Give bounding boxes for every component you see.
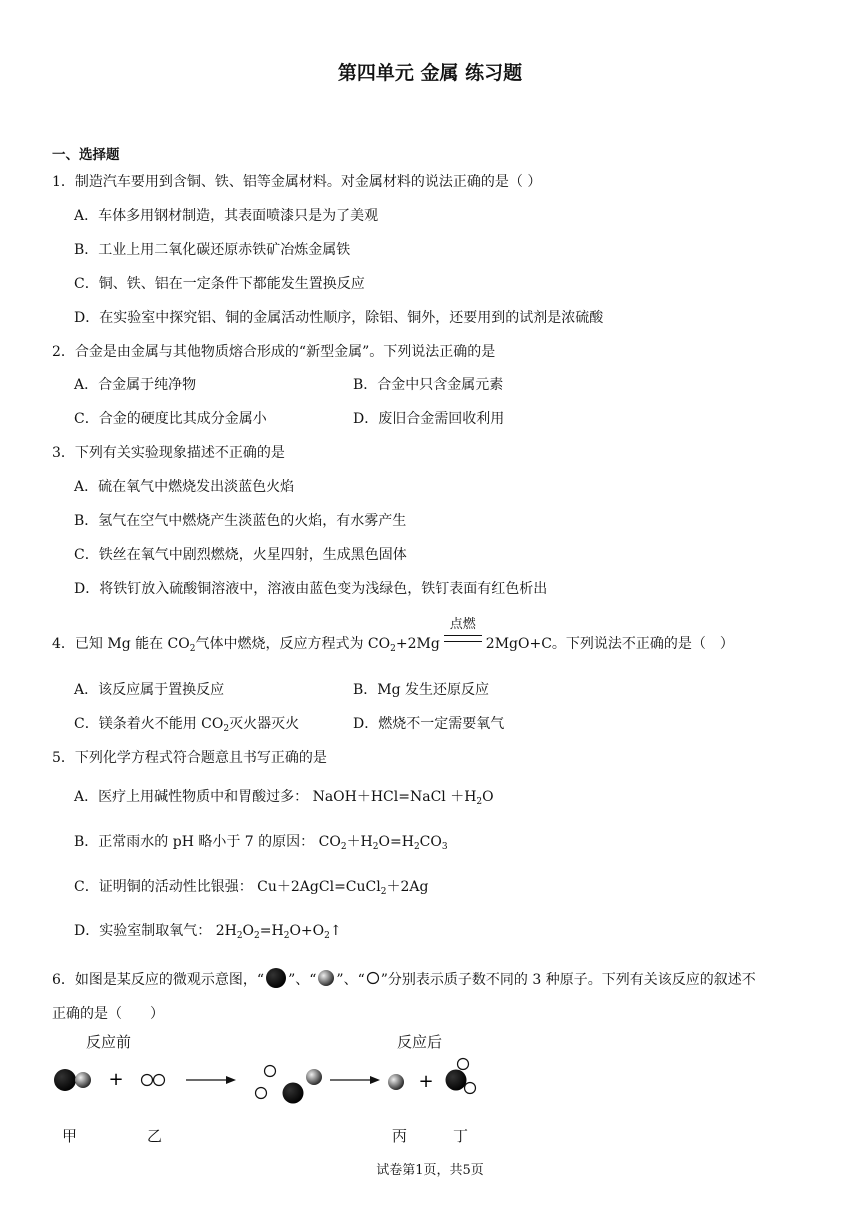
molecule-jia	[54, 1069, 91, 1091]
question-4-stem: 4．已知 Mg 能在 $CO_2$气体中燃烧，反应方程式为 $CO_2+2Mg$ 点燃 2MgO+C。下列说法不正确的是（ ）	[52, 617, 734, 654]
gray-atom-icon	[316, 969, 336, 987]
molecule-bing	[388, 1074, 404, 1090]
label-after-reaction: 反应后	[397, 1033, 443, 1051]
question-5-option-a: A．医疗上用碱性物质中和胃酸过多： NaOH＋HCl=NaCl $+H_2O$	[74, 789, 494, 807]
reaction-arrow	[186, 1076, 236, 1084]
label-yi: 乙	[147, 1127, 163, 1145]
page-title: 第四单元 金属 练习题	[337, 62, 523, 84]
question-6-stem: 6．如图是某反应的微观示意图，“ ”、“ ”、“ ”分别表示质子数不同的 3 种原子。下列有关该反应的叙述不	[52, 967, 756, 989]
label-ding: 丁	[453, 1127, 469, 1145]
question-2-option-c: C．合金的硬度比其成分金属小	[74, 411, 267, 427]
section-heading: 一、选择题	[52, 147, 120, 163]
question-2-option-a: A．合金属于纯净物	[74, 377, 197, 393]
question-5-option-b: B．正常雨水的 pH 略小于 7 的原因： $CO_2+H_2O=H_2CO_3$	[74, 834, 448, 852]
question-3-option-a: A．硫在氧气中燃烧发出淡蓝色火焰	[74, 479, 295, 495]
question-3-option-b: B．氢气在空气中燃烧产生淡蓝色的火焰，有水雾产生	[74, 513, 407, 529]
label-bing: 丙	[392, 1127, 408, 1145]
question-2-stem: 2．合金是由金属与其他物质熔合形成的“新型金属”。下列说法正确的是	[52, 344, 496, 360]
reaction-arrow	[330, 1076, 380, 1084]
white-atom-icon	[365, 971, 381, 985]
question-4-option-b: B．Mg 发生还原反应	[353, 682, 490, 698]
intermediate-particles	[256, 1066, 323, 1104]
question-2-option-d: D．废旧合金需回收利用	[353, 411, 505, 427]
question-1-option-d: D．在实验室中探究铝、铜的金属活动性顺序，除铝、铜外，还要用到的试剂是浓硫酸	[74, 310, 604, 326]
reaction-diagram	[40, 1055, 500, 1111]
plus-sign: +	[418, 1071, 434, 1092]
question-4-option-c: C．镁条着火不能用 $CO_2$灭火器灭火	[74, 716, 300, 734]
question-5-option-c: C．证明铜的活动性比银强： Cu＋2AgCl=CuCl$_2$＋2Ag	[74, 879, 429, 897]
question-3-stem: 3．下列有关实验现象描述不正确的是	[52, 445, 285, 461]
reaction-condition: 点燃	[442, 630, 484, 648]
question-3-option-c: C．铁丝在氧气中剧烈燃烧，火星四射，生成黑色固体	[74, 547, 407, 563]
question-1-option-c: C．铜、铁、铝在一定条件下都能发生置换反应	[74, 276, 365, 292]
question-4-option-d: D．燃烧不一定需要氧气	[353, 716, 505, 732]
question-1-stem: 1．制造汽车要用到含铜、铁、铝等金属材料。对金属材料的说法正确的是（ ）	[52, 174, 542, 190]
molecule-yi	[142, 1075, 165, 1086]
question-5-option-d: D．实验室制取氧气： $2H_2O_2=H_2O+O_2↑$	[74, 923, 342, 941]
molecule-ding	[446, 1059, 476, 1094]
question-5-stem: 5．下列化学方程式符合题意且书写正确的是	[52, 750, 327, 766]
question-6-stem-line2: 正确的是（ ）	[52, 1006, 164, 1022]
plus-sign: +	[108, 1069, 124, 1090]
label-jia: 甲	[62, 1127, 78, 1145]
question-4-option-a: A．该反应属于置换反应	[74, 682, 225, 698]
black-atom-icon	[264, 967, 288, 989]
question-2-option-b: B．合金中只含金属元素	[353, 377, 504, 393]
question-1-option-b: B．工业上用二氧化碳还原赤铁矿冶炼金属铁	[74, 242, 351, 258]
label-before-reaction: 反应前	[86, 1033, 132, 1051]
question-1-option-a: A．车体多用钢材制造，其表面喷漆只是为了美观	[74, 208, 379, 224]
question-3-option-d: D．将铁钉放入硫酸铜溶液中，溶液由蓝色变为浅绿色，铁钉表面有红色析出	[74, 581, 548, 597]
page-footer: 试卷第1页，共5页	[376, 1163, 484, 1178]
